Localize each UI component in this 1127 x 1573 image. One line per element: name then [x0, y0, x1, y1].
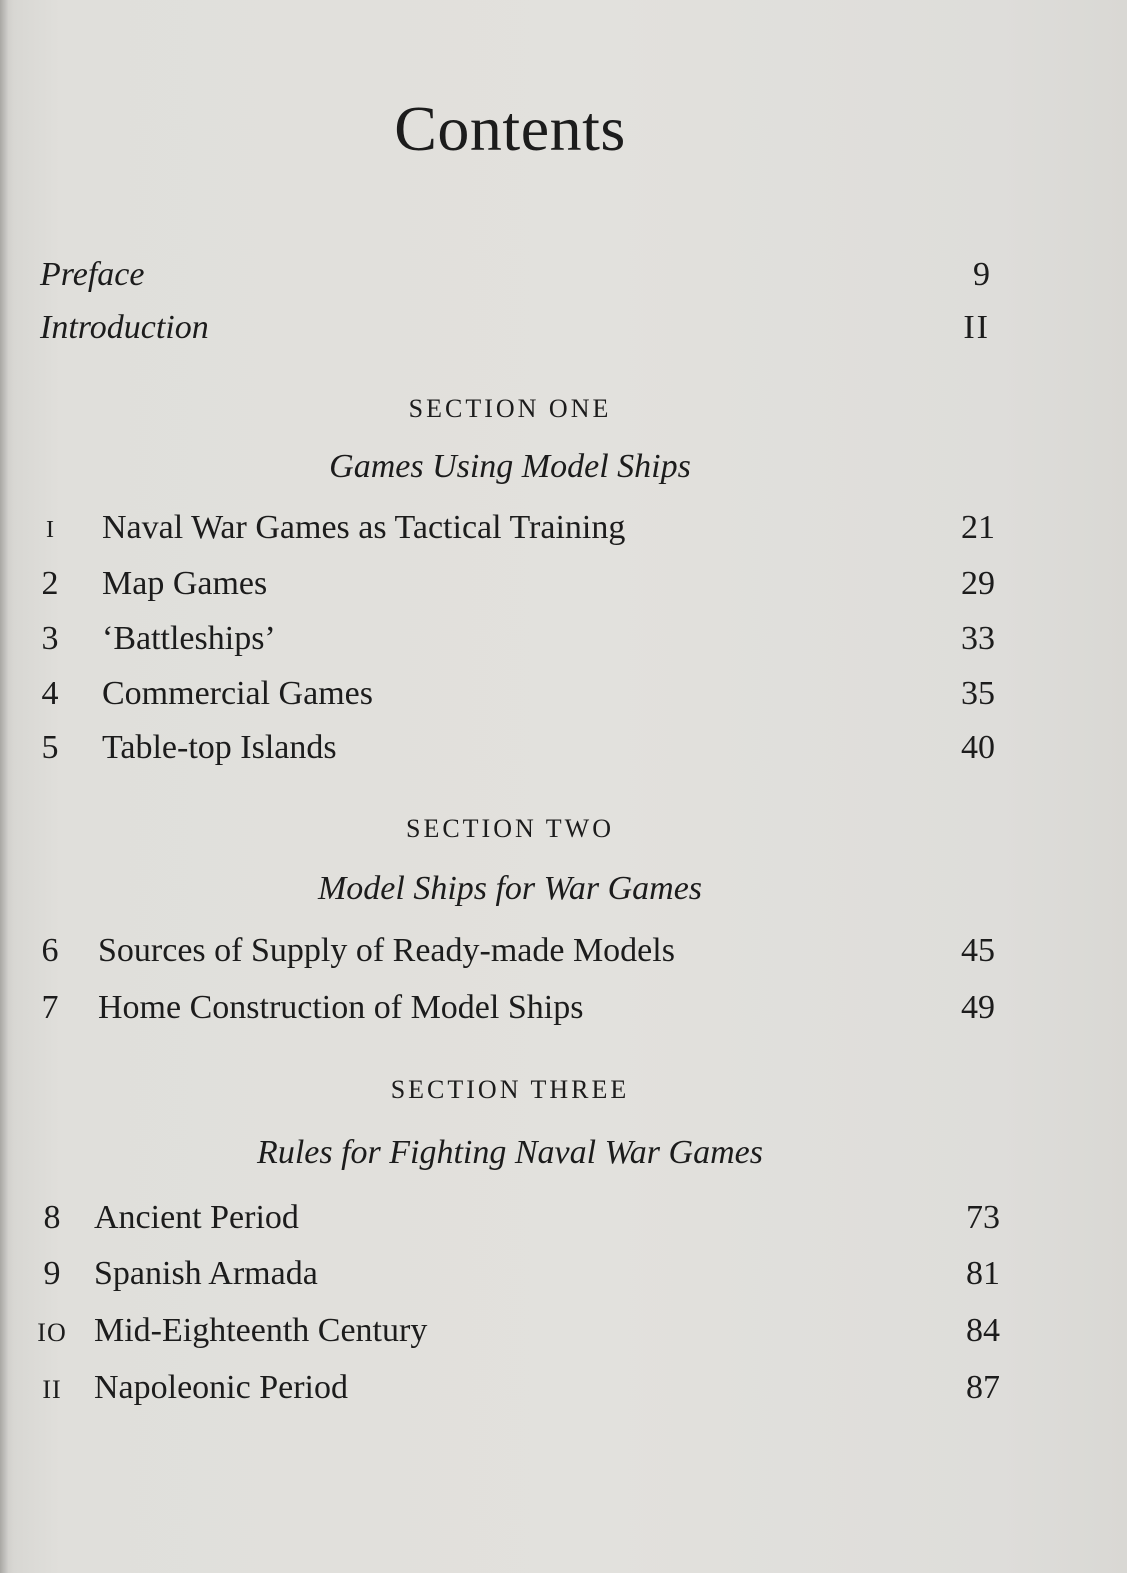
chapter-page: 45 [961, 932, 995, 969]
entry-label: Introduction [40, 309, 209, 346]
chapter-number: 6 [41, 932, 59, 969]
entry-label: Preface [40, 256, 145, 293]
chapter-page: 35 [961, 675, 995, 712]
toc-entry [22, 1369, 1000, 1415]
page-title: Contents [394, 93, 626, 164]
toc-entry [30, 729, 995, 775]
chapter-title: Sources of Supply of Ready-made Models [98, 932, 675, 969]
chapter-page: 49 [961, 989, 995, 1026]
chapter-page: 87 [966, 1369, 1000, 1406]
section-subtitle: Model Ships for War Games [317, 870, 703, 907]
chapter-page: 84 [966, 1312, 1000, 1349]
chapter-page: 29 [961, 565, 995, 602]
chapter-title: Table-top Islands [102, 729, 337, 766]
chapter-number: 2 [41, 565, 59, 602]
chapter-page: 73 [966, 1199, 1000, 1236]
chapter-page: 21 [961, 509, 995, 546]
toc-entry [22, 1255, 1000, 1301]
chapter-title: Map Games [102, 565, 268, 602]
chapter-page: 40 [961, 729, 995, 766]
chapter-number: 4 [41, 675, 59, 712]
chapter-number: I [46, 517, 54, 543]
chapter-number: 3 [41, 620, 59, 657]
chapter-title: Mid-Eighteenth Century [94, 1312, 428, 1349]
chapter-page: 33 [961, 620, 995, 657]
toc-entry-introduction [40, 309, 990, 355]
toc-entry [30, 675, 995, 721]
chapter-title: Ancient Period [94, 1199, 299, 1236]
entry-page: 9 [973, 256, 990, 293]
toc-entry [30, 932, 995, 978]
toc-entry [22, 1312, 1000, 1358]
toc-entry [30, 509, 995, 555]
page-edge [0, 0, 8, 1573]
toc-entry [30, 989, 995, 1035]
toc-entry [22, 1199, 1000, 1245]
chapter-title: Spanish Armada [94, 1255, 318, 1292]
chapter-number: 7 [41, 989, 59, 1026]
section-subtitle: Rules for Fighting Naval War Games [257, 1134, 763, 1171]
chapter-title: Naval War Games as Tactical Training [102, 509, 626, 546]
chapter-number: 8 [43, 1199, 61, 1236]
chapter-title: Napoleonic Period [94, 1369, 348, 1406]
chapter-title: Commercial Games [102, 675, 373, 712]
section-heading: SECTION THREE [390, 1075, 630, 1104]
chapter-number: IO [37, 1318, 67, 1347]
chapter-title: Home Construction of Model Ships [98, 989, 584, 1026]
section-heading: SECTION ONE [408, 394, 612, 423]
section-heading: SECTION TWO [405, 814, 614, 843]
toc-entry [30, 620, 995, 666]
chapter-title: ‘Battleships’ [102, 620, 276, 657]
toc-entry [30, 565, 995, 611]
chapter-page: 81 [966, 1255, 1000, 1292]
entry-page: II [963, 309, 990, 346]
chapter-number: II [42, 1375, 62, 1404]
chapter-number: 5 [41, 729, 59, 766]
chapter-number: 9 [43, 1255, 61, 1292]
toc-entry-preface [40, 256, 990, 302]
section-subtitle: Games Using Model Ships [329, 448, 691, 485]
